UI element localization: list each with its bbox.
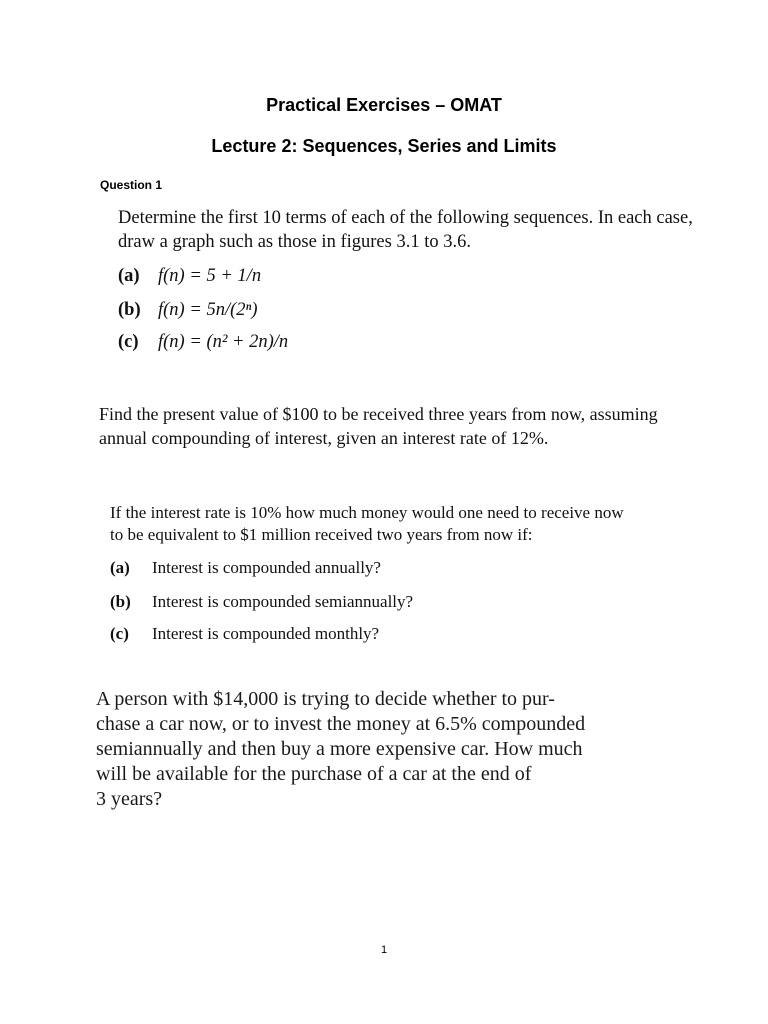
exercise-text-line: Find the present value of $100 to be received three years from now, assuming xyxy=(99,404,658,424)
page-number: 1 xyxy=(380,944,388,956)
item-label: (a) xyxy=(110,558,130,577)
item-text: Interest is compounded semiannually? xyxy=(152,592,414,611)
lecture-subtitle: Lecture 2: Sequences, Series and Limits xyxy=(211,136,557,156)
exercise-text-line: will be available for the purchase of a car at the end of xyxy=(96,763,532,785)
item-label: (b) xyxy=(118,300,141,320)
formula: f(n) = 5 + 1/n xyxy=(158,266,262,286)
list-item xyxy=(118,332,288,353)
exercise-text-line: to be equivalent to $1 million received two years from now if: xyxy=(110,525,533,544)
list-item xyxy=(110,558,381,578)
item-text: Interest is compounded monthly? xyxy=(152,624,380,643)
item-label: (c) xyxy=(110,624,129,643)
list-item xyxy=(118,266,261,287)
list-item xyxy=(110,592,413,612)
exercise-text-line: draw a graph such as those in figures 3.1 to 3.6. xyxy=(118,232,471,252)
item-text: Interest is compounded annually? xyxy=(152,558,381,577)
item-label: (a) xyxy=(118,266,140,286)
exercise-text-line: A person with $14,000 is trying to decide whether to pur- xyxy=(96,688,555,710)
exercise-text-line: If the interest rate is 10% how much money would one need to receive now xyxy=(110,503,624,522)
exercise-text-line: 3 years? xyxy=(96,788,163,810)
page-title: Practical Exercises – OMAT xyxy=(266,95,502,115)
exercise-text-line: semiannually and then buy a more expensive car. How much xyxy=(96,738,583,760)
list-item xyxy=(118,300,257,321)
exercise-text-line: annual compounding of interest, given an interest rate of 12%. xyxy=(99,428,549,448)
item-label: (c) xyxy=(118,332,139,352)
exercise-text-line: Determine the first 10 terms of each of the following sequences. In each case, xyxy=(118,208,693,228)
item-label: (b) xyxy=(110,592,131,611)
formula: f(n) = 5n/(2ⁿ) xyxy=(158,300,258,320)
formula: f(n) = (n² + 2n)/n xyxy=(158,332,289,352)
question-label: Question 1 xyxy=(100,178,163,192)
list-item xyxy=(110,624,379,644)
exercise-text-line: chase a car now, or to invest the money at 6.5% compounded xyxy=(96,713,586,735)
